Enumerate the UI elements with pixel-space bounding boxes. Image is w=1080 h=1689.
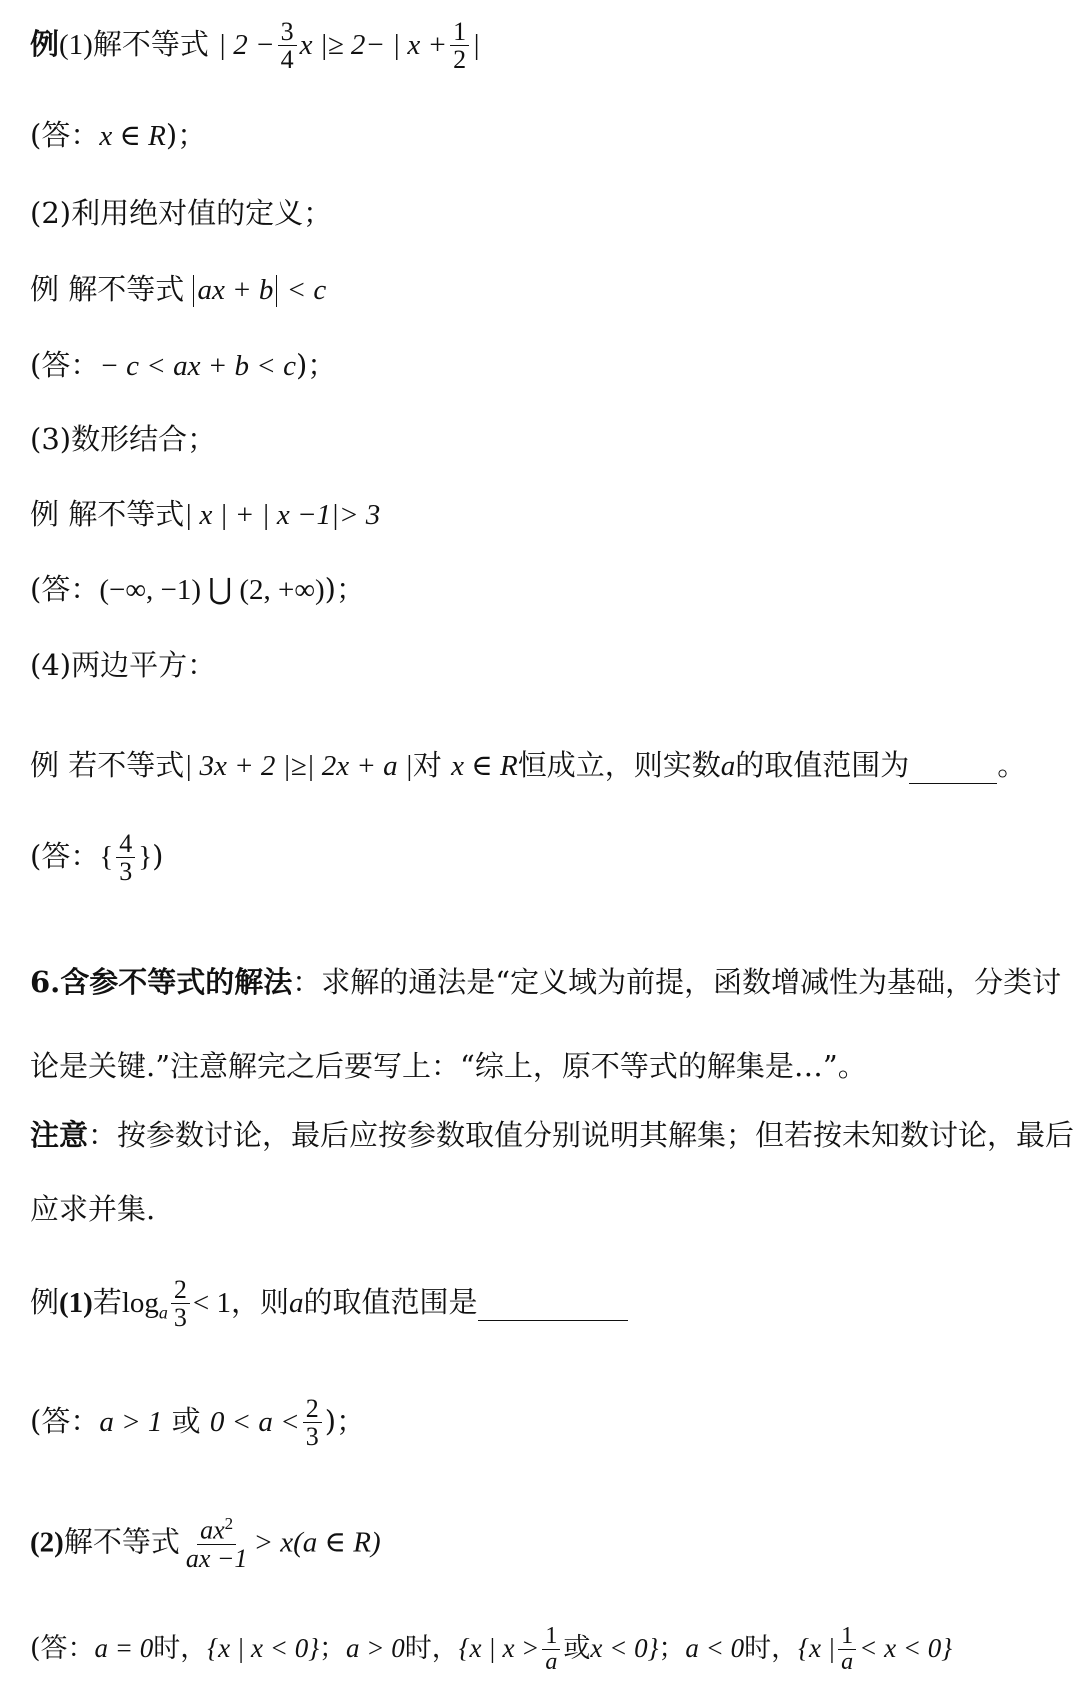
section-6-paragraph (30, 940, 1075, 1108)
method-4-heading: (4)两边平方： (30, 648, 217, 682)
example-number: (1) (59, 28, 93, 61)
math-expr: x |≥ 2− | x + (299, 28, 448, 61)
fraction-1-a: $\frac{1}{a}$ (542, 1624, 560, 1675)
example-label: 例 (30, 26, 60, 61)
variable-a: a (720, 750, 736, 782)
example-3-line: 例 解不等式| x | + | x −1|> 3 (30, 497, 381, 531)
example-5-line: 例(1)若$\log_a$ $\frac{2}{3}$ < 1，则a的取值范围是 (30, 1276, 628, 1332)
example-number: (2) (30, 1526, 64, 1559)
fraction-1-a: $\frac{1}{a}$ (838, 1624, 856, 1675)
fraction-1-2: $\frac{1}{2}$ (450, 18, 469, 74)
answer-3: (答：(−∞, −1) ⋃ (2, +∞))； (30, 572, 365, 606)
fraction-4-3: $\frac{4}{3}$ (116, 830, 135, 886)
answer-6: (答：a = 0时，{x | x < 0}；a > 0时，{x | x > $\frac{1}{a}$ 或x < 0}；a < 0时，{x | $\frac{1}{a}$ < x < 0} (30, 1623, 953, 1676)
note-paragraph (30, 1098, 1075, 1246)
answer-1: (答：x ∈ R)； (30, 118, 207, 152)
note-body: ：按参数讨论，最后应按参数取值分别说明其解集；但若按未知数讨论，最后应求并集. (30, 1118, 1075, 1226)
example-2-line: 例 解不等式 ax + b < c (30, 272, 327, 306)
math-expr: | 2 − (218, 28, 275, 61)
answer-blank (478, 1285, 628, 1321)
note-title: 注意 (30, 1118, 89, 1152)
variable-a: a (289, 1286, 304, 1319)
example-text: 解不等式 (92, 26, 209, 61)
math-expr: | 3x + 2 |≥| 2x + a | (184, 750, 413, 782)
fraction-ax2-over-ax-1: $\frac{ax^2}{ax -1}$ (185, 1514, 248, 1573)
answer-expr: − c < ax + b < c (99, 350, 296, 382)
example-6-line: (2)解不等式 $\frac{ax^2}{ax -1}$ > x(a ∈ R) (30, 1514, 381, 1573)
section-6-title: 6.含参不等式的解法 (30, 965, 293, 999)
answer-4: (答：{ $\frac{4}{3}$ }) (30, 829, 164, 887)
math-expr: | (472, 28, 481, 61)
example-4-line: 例 若不等式| 3x + 2 |≥| 2x + a |对 x ∈ R恒成立，则实数a的取值范围为 。 (30, 748, 1027, 782)
answer-expr: (−∞, −1) ⋃ (2, +∞) (99, 574, 325, 606)
answer-expr: x ∈ R (99, 120, 166, 152)
absolute-value-expr: ax + b (193, 275, 277, 307)
fraction-2-3: $\frac{2}{3}$ (171, 1276, 190, 1332)
fraction-2-3: $\frac{2}{3}$ (303, 1395, 322, 1451)
math-expr: | x | + | x −1|> 3 (184, 499, 381, 531)
answer-5: (答：a > 1 或 0 < a < $\frac{2}{3}$ )； (30, 1394, 366, 1452)
method-3-heading: (3)数形结合； (30, 422, 217, 456)
answer-2: (答：− c < ax + b < c)； (30, 348, 337, 382)
method-2-heading: (2)利用绝对值的定义； (30, 196, 333, 230)
section-6-body: ：求解的通法是“定义域为前提，函数增减性为基础，分类讨论是关键.”注意解完之后要写上：“综上，原不等式的解集是…”。 (30, 965, 1062, 1083)
math-expr: x ∈ R (451, 750, 518, 782)
example-number: (1) (59, 1286, 93, 1319)
example-1-line (30, 18, 480, 74)
fraction-3-4: $\frac{3}{4}$ (278, 18, 297, 74)
answer-blank (909, 748, 997, 784)
